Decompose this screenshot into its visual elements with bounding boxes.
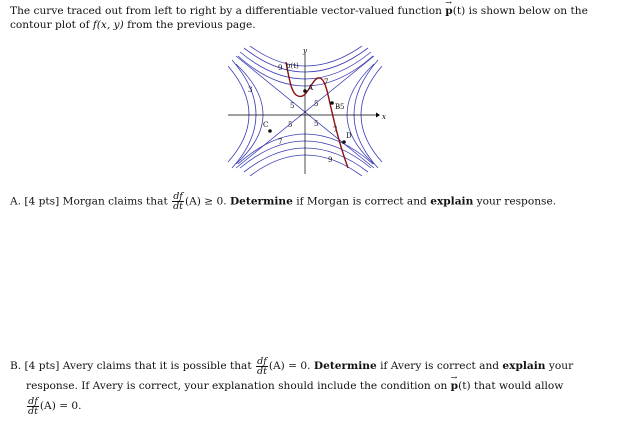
derivative-fraction: $\frac{df}{dt}$ xyxy=(28,395,38,417)
point-a xyxy=(303,89,307,93)
function-f: f(x, y) xyxy=(92,19,124,31)
question-a-label: A. [4 pts] Morgan claims that xyxy=(10,195,172,208)
question-b-explain: explain xyxy=(502,360,546,372)
question-b-determine: Determine xyxy=(313,360,377,372)
contour-label: 5 xyxy=(340,103,345,111)
question-b-end: your xyxy=(545,360,574,372)
contour-plot-figure xyxy=(228,46,388,176)
contour-label: 9 xyxy=(328,156,333,164)
question-a xyxy=(10,192,630,211)
point-c xyxy=(268,129,272,133)
point-c-label: C xyxy=(263,121,269,129)
x-axis-label: x xyxy=(382,113,386,121)
contour-label: 7 xyxy=(333,126,338,134)
vector-p: → p xyxy=(445,4,452,18)
contour-label: 7 xyxy=(278,138,283,146)
derivative-fraction: $\frac{df}{dt}$ xyxy=(256,355,267,377)
question-a-determine: Determine xyxy=(230,195,293,208)
contour-label: 9 xyxy=(278,64,283,72)
intro-text-1: The curve traced out from left to right by a differentiable vector-valued function xyxy=(10,5,446,17)
question-a-end: your response. xyxy=(473,195,557,208)
curve-label: p(t) xyxy=(286,62,299,70)
contour-label: 5 xyxy=(288,121,293,129)
contour-label: 5 xyxy=(314,100,319,108)
point-a-label: A xyxy=(308,84,314,92)
vector-p: → p xyxy=(451,376,458,396)
question-b-condition: (A) = 0. xyxy=(268,360,314,372)
intro-text-3: from the previous page. xyxy=(123,19,256,31)
contour-label: 7 xyxy=(324,78,329,86)
question-b-line-2: response. If Avery is correct, your explanation should include the condition on → p(t) that would allow xyxy=(26,376,626,396)
question-b-line-1 xyxy=(10,356,626,376)
contour-label: 3 xyxy=(248,86,253,94)
intro-text-2: (t) is shown below on the contour plot of xyxy=(10,5,588,31)
question-b-label: B. [4 pts] Avery claims that it is possible that xyxy=(10,360,255,372)
question-b-line-3: $\frac{df}{dt}$ (A) = 0. xyxy=(28,395,82,417)
question-a-explain: explain xyxy=(430,195,474,208)
intro-paragraph xyxy=(10,4,630,32)
question-a-condition: (A) ≥ 0. xyxy=(184,195,230,208)
point-b xyxy=(330,101,334,105)
contour-label: 5 xyxy=(290,102,295,110)
contour-label: 5 xyxy=(314,120,319,128)
point-b-label: B xyxy=(335,103,341,111)
question-b-mid: if Avery is correct and xyxy=(376,360,503,372)
x-axis-arrow xyxy=(376,113,380,118)
question-a-mid: if Morgan is correct and xyxy=(292,195,431,208)
point-d-label: D xyxy=(346,132,352,140)
question-b xyxy=(10,355,626,417)
derivative-fraction: $\frac{df}{dt}$ xyxy=(173,191,183,212)
point-d xyxy=(342,140,346,144)
y-axis-label: y xyxy=(303,47,307,55)
